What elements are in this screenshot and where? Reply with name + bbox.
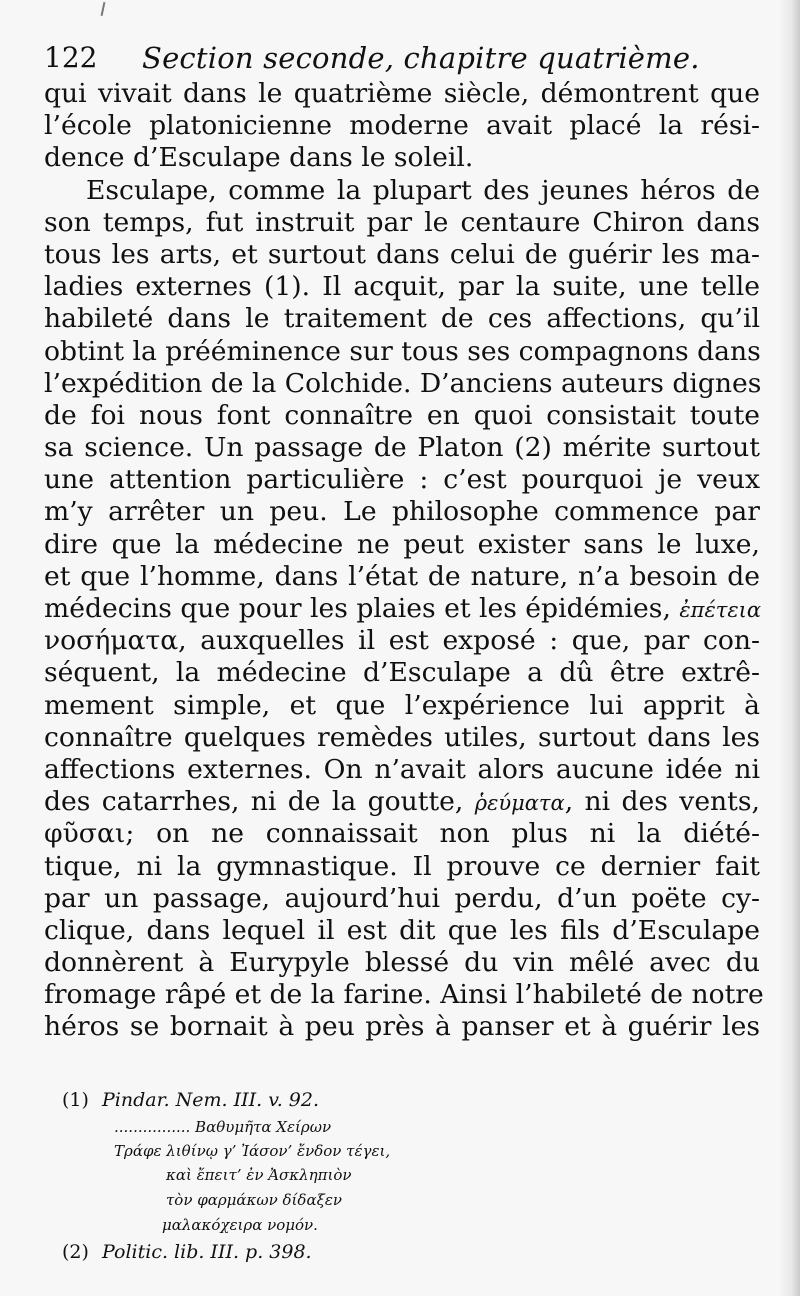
text-line: tous les arts, et surtout dans celui de guérir les ma- bbox=[44, 238, 760, 270]
running-header bbox=[44, 38, 764, 78]
footnote-2 bbox=[62, 1240, 752, 1264]
greek-term: ῥεύματα bbox=[474, 791, 565, 816]
text-line: dire que la médecine ne peut exister sans le luxe, bbox=[44, 528, 760, 560]
text-line: l’école platonicienne moderne avait placé la rési- bbox=[44, 110, 760, 142]
text-line: des catarrhes, ni de la goutte, ῥεύματα, ni des vents, bbox=[44, 786, 760, 818]
quote-line: Τρά‌φε λιθίνῳ γ’ Ἰάσον’ ἔνδον τέγει, bbox=[114, 1142, 391, 1160]
quote-line: καὶ ἔπειτ’ ἐν Ἀσκληπιὸν bbox=[166, 1166, 352, 1184]
text-line: dence d’Esculape dans le soleil. bbox=[44, 142, 474, 174]
text-line: séquent, la médecine d’Esculape a dû être extrê- bbox=[44, 657, 760, 689]
text-line: de foi nous font connaître en quoi consistait toute bbox=[44, 399, 760, 431]
text-segment: médecins que pour les plaies et les épidémies, bbox=[44, 593, 671, 624]
text-line: φῦσαι; on ne connaissait non plus ni la diété- bbox=[44, 818, 760, 850]
page-edge-shadow bbox=[778, 0, 800, 1296]
text-line bbox=[44, 593, 760, 625]
footnote-1-citation: Pindar. Nem. III. v. 92. bbox=[102, 1089, 319, 1111]
text-line: tique, ni la gymnastique. Il prouve ce dernier fait bbox=[44, 850, 760, 882]
text-line: sa science. Un passage de Platon (2) mérite surtout bbox=[44, 432, 760, 464]
text-line: qui vivait dans le quatrième siècle, démontrent que bbox=[44, 78, 760, 109]
text-line: et que l’homme, dans l’état de nature, n’a besoin de bbox=[44, 560, 760, 592]
text-line: l’expédition de la Colchide. D’anciens auteurs dignes bbox=[44, 367, 762, 399]
text-line: fromage râpé et de la farine. Ainsi l’habileté de notre bbox=[44, 979, 764, 1011]
page-number: 122 bbox=[44, 41, 98, 74]
footnotes bbox=[62, 1088, 752, 1264]
text-line: obtint la prééminence sur tous ses compagnons dans bbox=[44, 335, 761, 367]
running-title: Section seconde, chapitre quatrième. bbox=[142, 41, 700, 75]
text-line: m’y arrêter un peu. Le philosophe commence par bbox=[44, 496, 760, 528]
text-line: νοσήματα, auxquelles il est exposé : que, par con- bbox=[44, 625, 760, 657]
main-text bbox=[44, 78, 764, 1044]
text-line: ladies externes (1). Il acquit, par la suite, une telle bbox=[44, 271, 760, 303]
ink-mark bbox=[101, 2, 106, 16]
text-line: Esculape, comme la plupart des jeunes héros de bbox=[86, 174, 760, 206]
quote-line: μαλακόχειρα νομόν. bbox=[162, 1216, 318, 1234]
text-line: héros se bornait à peu près à panser et à guérir les bbox=[44, 1011, 760, 1043]
text-line: une attention particulière : c’est pourquoi je veux bbox=[44, 464, 760, 496]
footnote-1-label: (1) bbox=[62, 1089, 89, 1111]
footnote-2-citation: Politic. lib. III. p. 398. bbox=[102, 1241, 312, 1263]
quote-line: τὸν φαρμάκων δίδαξεν bbox=[166, 1191, 343, 1209]
text-line: donnèrent à Eurypyle blessé du vin mêlé avec du bbox=[44, 947, 760, 979]
footnote-1 bbox=[62, 1088, 752, 1112]
text-line: clique, dans lequel il est dit que les fils d’Esculape bbox=[44, 914, 760, 946]
text-line: par un passage, aujourd’hui perdu, d’un poëte cy- bbox=[44, 882, 760, 914]
text-segment: ni des vents, bbox=[584, 786, 760, 818]
greek-term: ἐπέτεια bbox=[679, 598, 762, 622]
greek-quotation bbox=[62, 1112, 752, 1240]
text-line: habileté dans le traitement de ces affections, qu’il bbox=[44, 303, 760, 335]
footnote-2-label: (2) bbox=[62, 1241, 89, 1263]
text-line: son temps, fut instruit par le centaure Chiron dans bbox=[44, 206, 760, 238]
text-line: connaître quelques remèdes utiles, surtout dans les bbox=[44, 721, 760, 753]
quote-line: ................ Βαθυμῆτα Χείρων bbox=[114, 1118, 332, 1136]
text-segment: des catarrhes, ni de la goutte, bbox=[44, 786, 464, 818]
text-line: affections externes. On n’avait alors aucune idée ni bbox=[44, 753, 760, 785]
text-line: mement simple, et que l’expérience lui apprit à bbox=[44, 689, 760, 721]
